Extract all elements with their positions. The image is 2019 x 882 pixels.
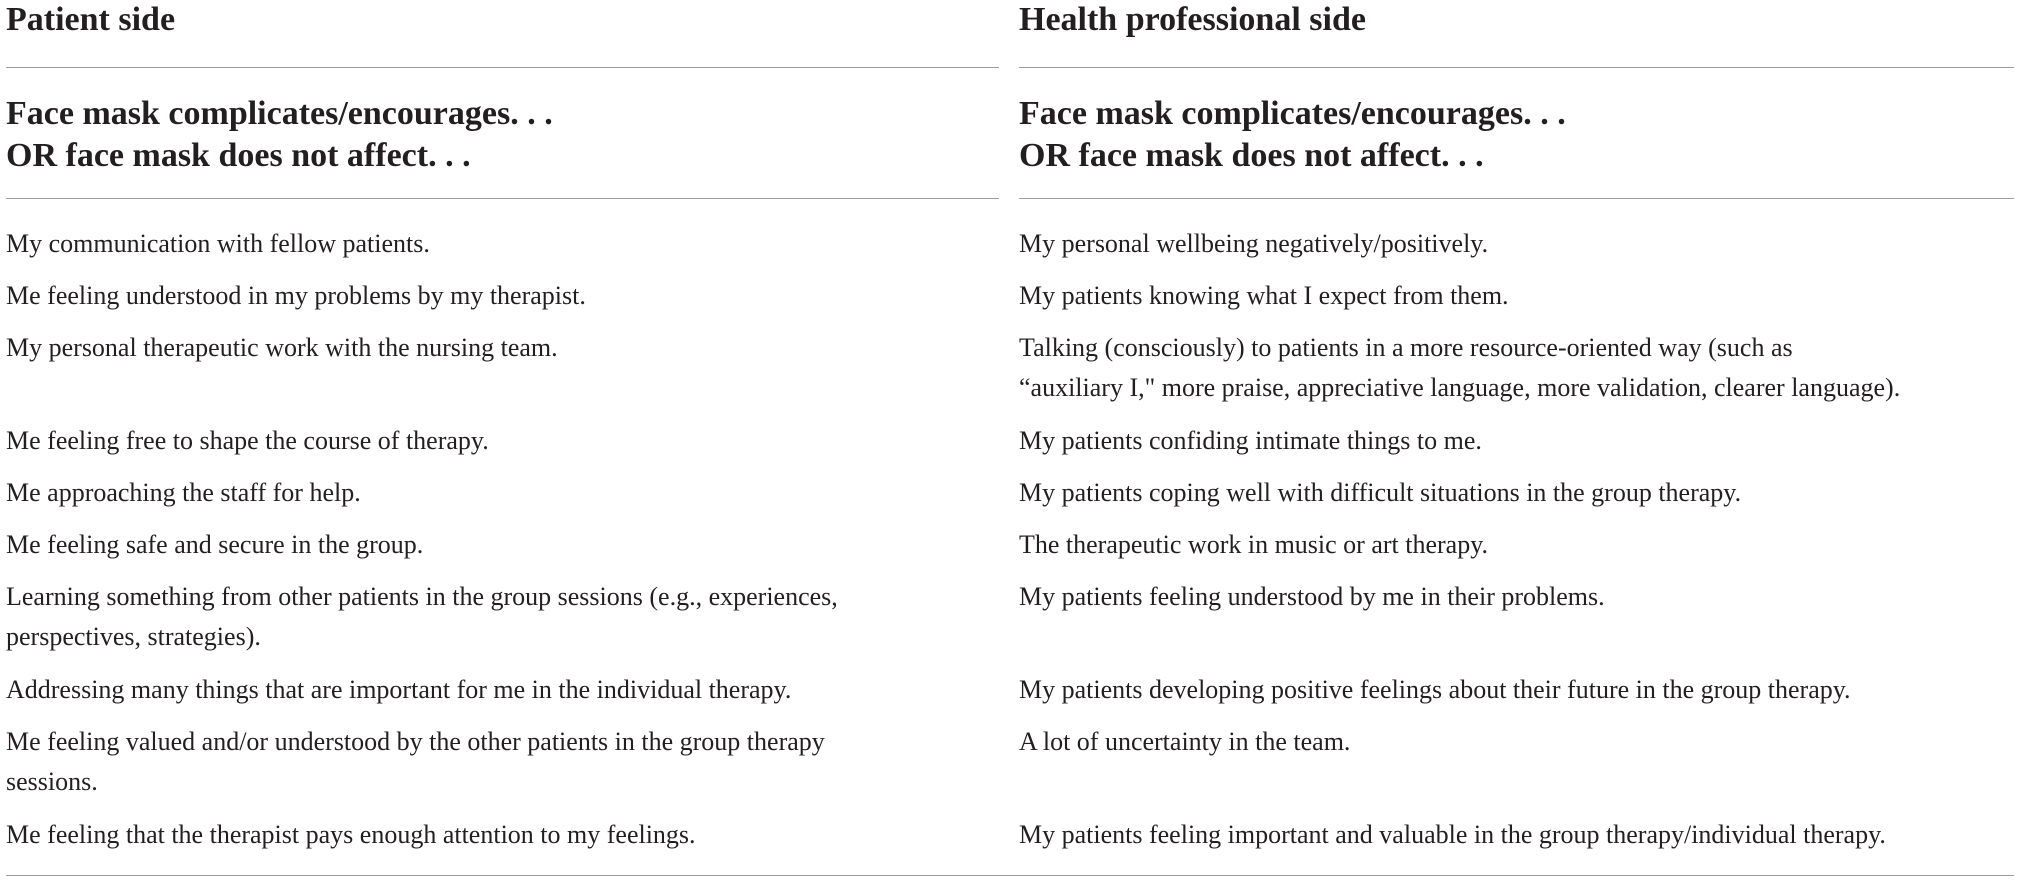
patient-row <box>6 670 791 710</box>
professional-row <box>1019 276 1509 316</box>
patient-row <box>6 525 423 565</box>
header-rule <box>1019 67 2014 68</box>
row-text: Addressing many things that are important for me in the individual therapy. <box>6 675 792 704</box>
subheading-rule <box>1019 198 2014 199</box>
professional-row <box>1019 328 1900 408</box>
row-text: My personal therapeutic work with the nursing team. <box>6 333 558 362</box>
patient-row <box>6 328 558 368</box>
patient-row <box>6 224 430 264</box>
professional-row <box>1019 525 1488 565</box>
professional-row <box>1019 670 1851 710</box>
row-text: My patients feeling understood by me in their problems. <box>1019 582 1605 611</box>
row-text: The therapeutic work in music or art therapy. <box>1019 530 1489 559</box>
row-text: My patients knowing what I expect from them. <box>1019 281 1509 310</box>
row-text: A lot of uncertainty in the team. <box>1019 727 1351 756</box>
row-text: “auxiliary I," more praise, appreciative language, more validation, clearer language). <box>1019 373 1901 402</box>
subheading-line-1: Face mask complicates/encourages. . . <box>6 95 553 132</box>
row-text: Me feeling safe and secure in the group. <box>6 530 424 559</box>
subheading-rule <box>6 198 999 199</box>
patient-row <box>6 577 838 657</box>
professional-row <box>1019 473 1741 513</box>
row-text: My patients confiding intimate things to me. <box>1019 426 1482 455</box>
row-text: My patients coping well with difficult situations in the group therapy. <box>1019 478 1742 507</box>
professional-subheading <box>1019 93 1566 177</box>
subheading-line-1: Face mask complicates/encourages. . . <box>1019 95 1566 132</box>
row-text: perspectives, strategies). <box>6 622 261 651</box>
row-text: My patients feeling important and valuable in the group therapy/individual therapy. <box>1019 820 1886 849</box>
row-text: Me approaching the staff for help. <box>6 478 361 507</box>
patient-subheading <box>6 93 553 177</box>
professional-row <box>1019 421 1482 461</box>
row-text: Me feeling understood in my problems by my therapist. <box>6 281 586 310</box>
row-text: Me feeling valued and/or understood by the other patients in the group therapy <box>6 727 825 756</box>
row-text: My personal wellbeing negatively/positively. <box>1019 229 1489 258</box>
row-text: Me feeling free to shape the course of therapy. <box>6 426 489 455</box>
row-text: Talking (consciously) to patients in a more resource-oriented way (such as <box>1019 333 1793 362</box>
row-text: Learning something from other patients in the group sessions (e.g., experiences, <box>6 582 838 611</box>
patient-side-header: Patient side <box>6 1 176 38</box>
row-text: Me feeling that the therapist pays enough attention to my feelings. <box>6 820 696 849</box>
subheading-line-2: OR face mask does not affect. . . <box>6 137 471 174</box>
patient-row <box>6 815 696 855</box>
professional-row <box>1019 722 1350 762</box>
row-text: sessions. <box>6 767 98 796</box>
subheading-line-2: OR face mask does not affect. . . <box>1019 137 1484 174</box>
patient-row <box>6 421 489 461</box>
professional-row <box>1019 577 1605 617</box>
patient-row <box>6 722 825 802</box>
patient-row <box>6 276 586 316</box>
row-text: My communication with fellow patients. <box>6 229 430 258</box>
row-text: My patients developing positive feelings about their future in the group therapy. <box>1019 675 1851 704</box>
patient-row <box>6 473 361 513</box>
professional-side-header: Health professional side <box>1019 1 1366 38</box>
header-rule <box>6 67 999 68</box>
table-bottom-rule <box>6 875 2014 876</box>
professional-row <box>1019 224 1488 264</box>
professional-row <box>1019 815 1886 855</box>
